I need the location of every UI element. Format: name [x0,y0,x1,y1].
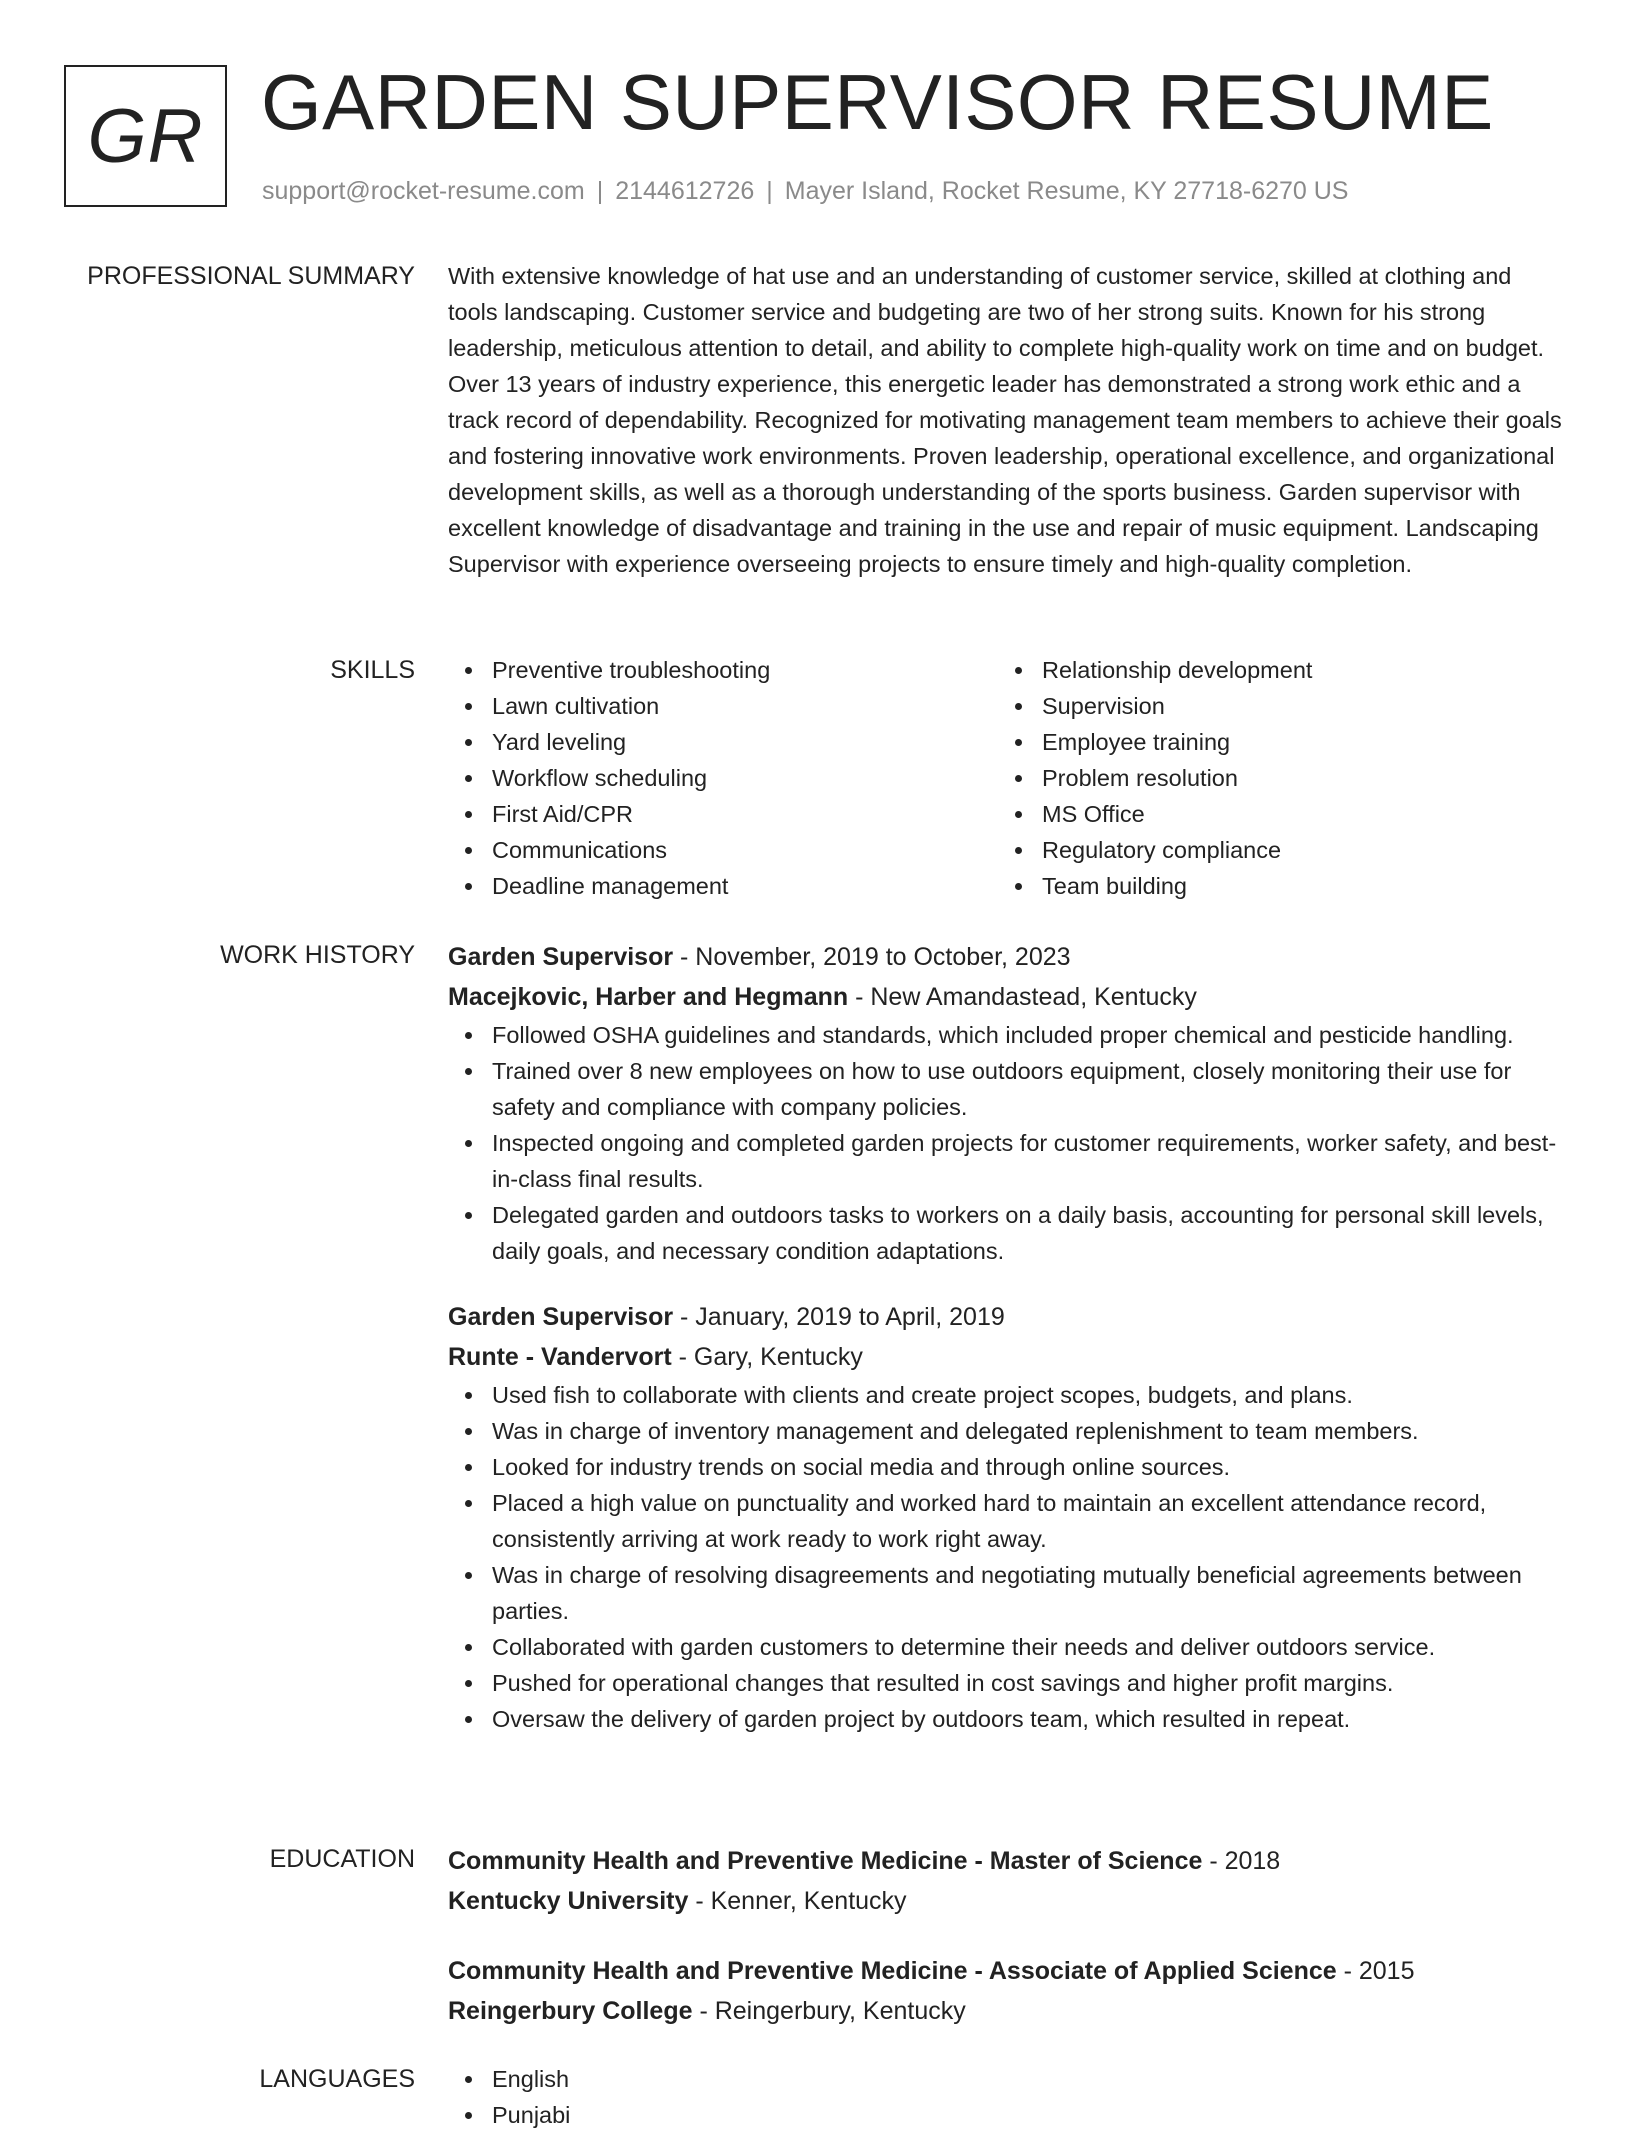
contact-separator: | [596,177,604,205]
job-company: Runte - Vandervort [448,1343,672,1371]
page-title: GARDEN SUPERVISOR RESUME [261,58,1494,146]
skill-item: Communications [448,832,998,868]
education-entry [448,1841,1566,1921]
skill-item: Lawn cultivation [448,688,998,724]
job-title: Garden Supervisor [448,943,674,971]
contact-phone[interactable]: 2144612726 [615,177,755,205]
job-bullet: Used fish to collaborate with clients and create project scopes, budgets, and plans. [448,1377,1566,1413]
job-company: Macejkovic, Harber and Hegmann [448,983,849,1011]
education-school: Reingerbury College [448,1997,693,2025]
education-location: - Reingerbury, Kentucky [692,1997,966,2025]
education-degree: Community Health and Preventive Medicine - Associate of Applied Science [448,1957,1337,1985]
skill-item: Team building [998,868,1548,904]
education-school: Kentucky University [448,1887,689,1915]
education-school-line [448,1991,1566,2031]
skill-item: Regulatory compliance [998,832,1548,868]
job-title-line [448,937,1566,977]
job-bullet: Followed OSHA guidelines and standards, which included proper chemical and pesticide handling. [448,1017,1566,1053]
language-item: Punjabi [448,2097,1566,2133]
contact-email[interactable]: support@rocket-resume.com [262,177,585,205]
job-title-line [448,1297,1566,1337]
job-bullet: Inspected ongoing and completed garden projects for customer requirements, worker safety, and best-in-class final results. [448,1125,1566,1197]
job-bullets [448,1377,1566,1737]
job-location: - New Amandastead, Kentucky [848,983,1197,1011]
contact-separator: | [766,177,773,205]
skill-item: Problem resolution [998,760,1548,796]
skill-item: Relationship development [998,652,1548,688]
skill-item: Preventive troubleshooting [448,652,998,688]
skill-item: Workflow scheduling [448,760,998,796]
section-heading-education: EDUCATION [269,1845,415,1873]
skill-item: Supervision [998,688,1548,724]
job-bullet: Delegated garden and outdoors tasks to workers on a daily basis, accounting for personal skill levels, daily goals, and necessary condition adaptations. [448,1197,1566,1269]
job-bullet: Was in charge of resolving disagreements and negotiating mutually beneficial agreements between parties. [448,1557,1566,1629]
job-title: Garden Supervisor [448,1303,674,1331]
education-body [448,1841,1566,2031]
education-year: - 2018 [1202,1847,1281,1875]
skill-item: Deadline management [448,868,998,904]
job-bullets [448,1017,1566,1269]
job-bullet: Placed a high value on punctuality and worked hard to maintain an excellent attendance record, consistently arriving at work ready to work right away. [448,1485,1566,1557]
job-bullet: Oversaw the delivery of garden project by outdoors team, which resulted in repeat. [448,1701,1566,1737]
job-bullet: Pushed for operational changes that resulted in cost savings and higher profit margins. [448,1665,1566,1701]
education-entry [448,1951,1566,2031]
education-degree: Community Health and Preventive Medicine - Master of Science [448,1847,1203,1875]
section-heading-work-history: WORK HISTORY [220,941,415,969]
job-company-line [448,977,1566,1017]
languages-list [448,2061,1566,2133]
summary-text: With extensive knowledge of hat use and an understanding of customer service, skilled at clothing and tools landscaping. Customer service and budgeting are two of her strong suits. Known for his strong leadership, meticulous attention to detail, and ability to complete high-quality work on time and on budget. Over 13 years of industry experience, this energetic leader has demonstrated a strong work ethic and a track record of dependability. Recognized for motivating management team members to achieve their goals and fostering innovative work environments. Proven leadership, operational excellence, and organizational development skills, as well as a thorough understanding of the sports business. Garden supervisor with excellent knowledge of disadvantage and training in the use and repair of music equipment. Landscaping Supervisor with experience overseeing projects to ensure timely and high-quality completion. [448,263,1562,577]
education-degree-line [448,1841,1566,1881]
skills-list-right [998,652,1548,904]
education-year: - 2015 [1336,1957,1415,1985]
education-degree-line [448,1951,1566,1991]
job-location: - Gary, Kentucky [671,1343,863,1371]
monogram-box [64,65,227,207]
job-bullet: Trained over 8 new employees on how to use outdoors equipment, closely monitoring their use for safety and compliance with company policies. [448,1053,1566,1125]
education-location: - Kenner, Kentucky [688,1887,907,1915]
summary-body [448,258,1566,582]
contact-line [262,175,1349,207]
work-history-body [448,937,1566,1737]
job-entry [448,937,1566,1269]
job-bullet: Collaborated with garden customers to determine their needs and deliver outdoors service. [448,1629,1566,1665]
skill-item: First Aid/CPR [448,796,998,832]
job-entry [448,1297,1566,1737]
skills-grid [448,652,1566,904]
section-heading-summary: PROFESSIONAL SUMMARY [87,262,415,290]
job-bullet: Looked for industry trends on social media and through online sources. [448,1449,1566,1485]
skills-list-left [448,652,998,904]
skill-item: MS Office [998,796,1548,832]
languages-body [448,2061,1566,2133]
job-bullet: Was in charge of inventory management and delegated replenishment to team members. [448,1413,1566,1449]
education-school-line [448,1881,1566,1921]
job-dates: - January, 2019 to April, 2019 [673,1303,1005,1331]
language-item: English [448,2061,1566,2097]
skill-item: Yard leveling [448,724,998,760]
job-company-line [448,1337,1566,1377]
section-heading-languages: LANGUAGES [259,2065,415,2093]
monogram-initials: GR [87,93,204,179]
section-heading-skills: SKILLS [330,656,415,684]
skills-body [448,652,1566,904]
skill-item: Employee training [998,724,1548,760]
job-dates: - November, 2019 to October, 2023 [673,943,1071,971]
contact-address: Mayer Island, Rocket Resume, KY 27718-6270 US [784,177,1349,205]
